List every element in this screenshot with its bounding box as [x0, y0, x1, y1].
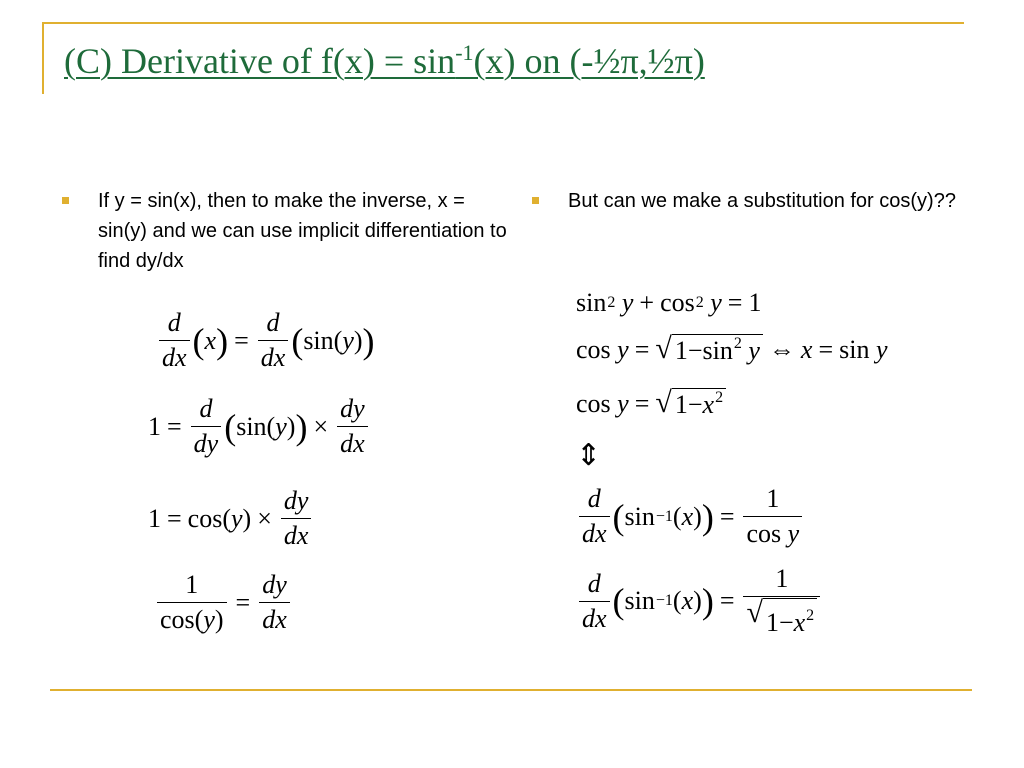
bullet-right — [532, 186, 972, 256]
equation-left-2: 1 = $\frac{d}{dy}$ ( sin( y ) ) × $\frac{dy}{dx}$ — [148, 392, 371, 461]
title-prefix: (C) Derivative of f(x) = sin — [64, 41, 456, 81]
equation-left-1: $\frac{d}{dx}$ ( x ) = $\frac{d}{dx}$ ( sin( y ) ) — [156, 306, 375, 375]
equation-right-6: $\frac{d}{dx}$ ( sin −1 ( x ) ) = 1 √ $1-x^2$ — [576, 562, 823, 640]
double-arrow-icon: ⇕ — [576, 439, 602, 472]
equation-right-2: cos y = √ $1-\sin^2$ y ⇔ x = sin y — [576, 332, 888, 365]
title-superscript: -1 — [455, 40, 474, 65]
square-bullet-icon — [532, 197, 539, 204]
slide-title — [64, 40, 705, 82]
equation-left-3: 1 = cos( y ) × $\frac{dy}{dx}$ — [148, 484, 314, 553]
equation-right-5: $\frac{d}{dx}$ ( sin −1 ( x ) ) = $\frac{1}{\text{cos y}}$ — [576, 482, 805, 551]
frame-bottom-rule — [50, 689, 972, 691]
bullet-left-text: If y = sin(x), then to make the inverse, x = sin(y) and we can use implicit differentiation to find dy/dx — [98, 190, 507, 272]
bullet-left — [62, 186, 507, 286]
equation-right-1: sin 2 y + cos 2 y = 1 — [576, 288, 762, 317]
equation-right-3: cos y = √ $1-x^2$ — [576, 388, 726, 420]
frame-left-rule — [42, 22, 44, 94]
frame-top-rule — [42, 22, 964, 24]
title-suffix: (x) on (-½π,½π) — [473, 41, 705, 81]
equation-left-4: $\frac{1}{\cos(y)}$ = $\frac{dy}{dx}$ — [154, 568, 293, 637]
bullet-right-text: But can we make a substitution for cos(y)?? — [568, 190, 956, 212]
square-bullet-icon — [62, 197, 69, 204]
